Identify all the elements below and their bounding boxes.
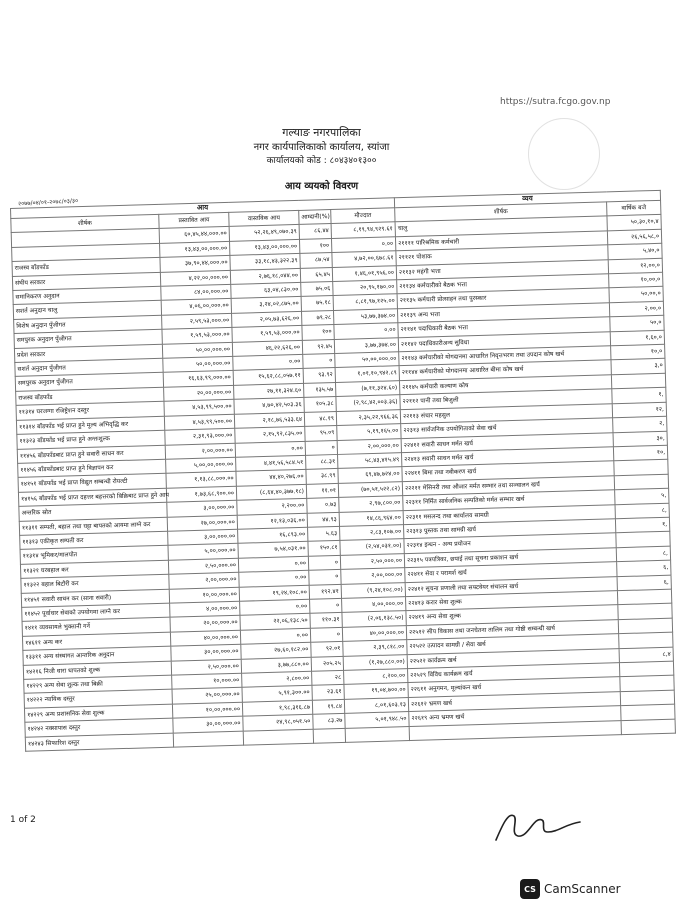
report-sheet bbox=[10, 190, 675, 752]
table-cell: अन्तरिक स्रोत bbox=[19, 502, 167, 521]
table-cell: ४०,००,०००.०० bbox=[342, 625, 406, 641]
table-cell: १५,६२,८८,०५७.११ bbox=[233, 369, 303, 385]
table-cell: ०.०० bbox=[233, 354, 303, 370]
table-cell: २७,००,०००.०० bbox=[167, 515, 237, 531]
table-cell: २२४११ सेवा र परामर्श खर्च bbox=[405, 562, 617, 582]
table-cell: ५,४०,० bbox=[608, 244, 662, 260]
table-cell bbox=[614, 460, 668, 476]
table-cell: ८६.४४ bbox=[299, 224, 331, 239]
table-cell: ४,५३,९९,५००.०० bbox=[164, 414, 234, 430]
table-cell: २, bbox=[613, 416, 667, 432]
url-text: https://sutra.fcgo.gov.np bbox=[500, 97, 611, 107]
table-cell: २११४३ कर्मचारीको योगदानमा आधारित निवृत्तभरण तथा उपदान कोष खर्च bbox=[399, 346, 611, 366]
table-cell: १४२२९ अन्य प्रशासनिक सेवा शुल्क bbox=[24, 704, 172, 723]
table-cell: ०.०० bbox=[238, 556, 308, 572]
table-cell: ८,४ bbox=[619, 647, 673, 663]
table-cell: विशेष अनुदान पुँजीगत bbox=[14, 315, 162, 334]
table-cell: १५०.८१ bbox=[308, 541, 340, 556]
table-cell: (२,५४,०३१.००) bbox=[340, 539, 404, 555]
table-cell: ४,०६,००,०००.०० bbox=[161, 299, 231, 315]
table-cell: ९३.९२ bbox=[303, 368, 335, 383]
table-cell: ५८,४३,४१५.४९ bbox=[338, 453, 402, 469]
table-cell: ०.०० bbox=[331, 237, 395, 253]
table-cell: ६३,०४,८३०.०० bbox=[231, 282, 301, 298]
table-cell: ० bbox=[310, 598, 342, 613]
table-cell: ०.०० bbox=[240, 599, 310, 615]
table-cell: २,५९,५३,०००.०० bbox=[162, 313, 232, 329]
table-cell: ०.०० bbox=[240, 628, 310, 644]
table-cell: २२३११ मसलन्द तथा कार्यालय सामग्री bbox=[403, 504, 615, 524]
table-cell: ११४५२ पूर्वाधार सेवाको उपयोगमा लाग्ने कर bbox=[22, 603, 170, 622]
table-cell: १४२२९ अन्य सेवा शुल्क तथा बिक्री bbox=[24, 675, 172, 694]
table-cell: ११४५६ बाँडफाँडबाट प्राप्त हुने विज्ञापन कर bbox=[18, 459, 166, 478]
table-cell: १६,६३,९९,०००.०० bbox=[163, 371, 233, 387]
table-cell: १४२४३ सिफारिश दस्तुर bbox=[25, 733, 173, 752]
table-cell: २,८००.०० bbox=[242, 671, 312, 687]
table-cell: २४,९८,०५१.५० bbox=[243, 714, 313, 730]
table-cell: १२,००,० bbox=[608, 258, 662, 274]
table-cell: समानिकरण अनुदान bbox=[13, 286, 161, 305]
table-cell: ११३२१ घरबहाल कर bbox=[20, 560, 168, 579]
table-cell: ०.०० bbox=[239, 570, 309, 586]
table-cell: १,०१,१०,९४२.८९ bbox=[335, 366, 399, 382]
table-cell: २२५२२ कार्यक्रम खर्च bbox=[407, 648, 619, 668]
table-cell: १६,८९३.०० bbox=[238, 527, 308, 543]
table-cell: चालु bbox=[395, 216, 607, 236]
table-cell: २२६१२ भ्रमण खर्च bbox=[408, 691, 620, 711]
camscanner-icon: CS bbox=[520, 879, 540, 899]
table-cell: (७,११,३२४.६०) bbox=[335, 381, 399, 397]
table-cell: ३,७७,३७४.०० bbox=[334, 337, 398, 353]
table-cell: ७९.२८ bbox=[301, 310, 333, 325]
table-cell: २,००,०००.०० bbox=[169, 572, 239, 588]
table-cell: ० bbox=[309, 570, 341, 585]
table-cell: ११४५१ सवारी साधन कर (साना सवारी) bbox=[21, 589, 169, 608]
table-cell: २०,००,०००.०० bbox=[164, 385, 234, 401]
table-cell: २११४१ पदाधिकारी बैठक भत्ता bbox=[398, 317, 610, 337]
table-cell: २६,५६,५८,० bbox=[607, 229, 661, 245]
table-cell: २११४५ कर्मचारी कल्याण कोष bbox=[400, 375, 612, 395]
table-cell: (२,९८,४२,००३.३६) bbox=[336, 395, 400, 411]
column-header: प्रस्तावित आय bbox=[159, 212, 229, 228]
table-cell: २,५०,०००.०० bbox=[168, 558, 238, 574]
table-cell: २७,११,३२४.६० bbox=[234, 383, 304, 399]
table-cell: ९५.०९ bbox=[305, 426, 337, 441]
table-cell: २,००,०००.०० bbox=[165, 443, 235, 459]
table-cell: ३,००,०००.०० bbox=[168, 529, 238, 545]
table-cell: ५०,३०,१०,४ bbox=[607, 215, 661, 231]
table-cell: १४२४२ नक्सापास दस्तुर bbox=[25, 718, 173, 737]
table-cell: १०,००,०००.०० bbox=[169, 587, 239, 603]
table-cell: ११३११ सम्पती, बहाल तथा घट्टा बापतको आयमा लाग्ने कर bbox=[19, 517, 167, 536]
table-cell bbox=[243, 729, 313, 745]
table-cell: २२६१९ अन्य भ्रमण खर्च bbox=[409, 706, 621, 726]
table-cell: २११३४ कर्मचारीको बैठक भत्ता bbox=[397, 274, 609, 294]
table-cell: १३,४३,००,०००.०० bbox=[160, 241, 230, 257]
table-cell: १४१५१ बाँडफाँड भई प्राप्त विद्युत सम्बन्धी रोयल्टी bbox=[18, 474, 166, 493]
table-cell: ५०,००,०००.०० bbox=[163, 356, 233, 372]
table-cell: २,५०,०००.०० bbox=[171, 659, 241, 675]
column-header: आम्दानी(%) bbox=[299, 210, 331, 225]
income-expense-table bbox=[10, 190, 676, 752]
table-cell: १,९८,३१६.८७ bbox=[242, 700, 312, 716]
table-cell: ५.६३ bbox=[308, 526, 340, 541]
table-cell: ४,००,०००.०० bbox=[170, 601, 240, 617]
table-cell: ११३१४ घरजग्गा रजिष्ट्रेशन दस्तुर bbox=[16, 402, 164, 421]
table-cell: ५,०१,९४८.५० bbox=[345, 712, 409, 728]
table-cell: ३०, bbox=[613, 431, 667, 447]
table-cell: २२३१३ पुस्तक तथा सामग्री खर्च bbox=[404, 519, 616, 539]
table-cell: ४८.१९ bbox=[304, 411, 336, 426]
date-range: २०७७/०४/०१-२०७८/०३/३० bbox=[17, 197, 79, 208]
table-cell: २,८३,१०७.०० bbox=[340, 525, 404, 541]
table-cell: २,००,० bbox=[609, 301, 663, 317]
table-cell: ११३१४ बाँडफाँड भई प्राप्त हुने मूल्य अभिवृद्धि कर bbox=[16, 416, 164, 435]
column-header: वास्तविक आय bbox=[229, 210, 299, 226]
table-cell: ५३,७७,३७४.०० bbox=[333, 309, 397, 325]
table-cell: (९,२४,१०८.००) bbox=[341, 582, 405, 598]
table-cell: २७,६०,१८२.०० bbox=[241, 642, 311, 658]
table-cell: ६, bbox=[617, 575, 671, 591]
table-cell bbox=[611, 373, 665, 389]
table-cell: २२४१३ करार सेवा शुल्क bbox=[406, 591, 618, 611]
table-cell: २५,००,०००.०० bbox=[172, 688, 242, 704]
table-cell: २८ bbox=[312, 670, 344, 685]
table-cell: १,४६,०१,९५६.०० bbox=[332, 265, 396, 281]
table-cell: २,५०,०००.०० bbox=[340, 553, 404, 569]
table-cell: ४,४१,५६,५८४.५१ bbox=[236, 455, 306, 471]
table-cell bbox=[173, 731, 243, 747]
table-cell: ६५.४५ bbox=[300, 267, 332, 282]
table-cell: ० bbox=[305, 440, 337, 455]
table-cell: ६०,४५,४४,०००.०० bbox=[159, 227, 229, 243]
table-cell: ७५.१८ bbox=[301, 296, 333, 311]
column-header: शीर्षक bbox=[395, 202, 607, 222]
table-cell: सशर्त अनुदान पुँजीगत bbox=[15, 358, 163, 377]
table-cell: २२४११ बिमा तथा नवीकरण खर्च bbox=[402, 461, 614, 481]
table-cell: २२२११ मेसिनरी तथा औजार मर्मत सम्भार तथा सञ्चालन खर्च bbox=[402, 475, 614, 495]
table-cell: ३,२४,०२,८७५.०० bbox=[231, 297, 301, 313]
table-cell: २,००,०००.०० bbox=[337, 438, 401, 454]
table-cell: सशर्त अनुदान चालु bbox=[13, 301, 161, 320]
table-cell: ५,००,००,०००.०० bbox=[166, 457, 236, 473]
table-cell: १०,०००.०० bbox=[172, 673, 242, 689]
table-cell: ४,००,०००.०० bbox=[342, 597, 406, 613]
signature bbox=[488, 800, 588, 850]
table-cell: २११४२ पदाधिकारीअन्य सुविधा bbox=[398, 331, 610, 351]
table-cell: १९,२४,१०८.०० bbox=[239, 585, 309, 601]
table-cell: १, bbox=[615, 517, 669, 533]
table-cell: ४,७०,४२,५०३.३६ bbox=[234, 398, 304, 414]
table-cell: ८४,००,०००.०० bbox=[161, 284, 231, 300]
table-cell: ०.०० bbox=[235, 441, 305, 457]
table-cell: २०,००,०००.०० bbox=[170, 616, 240, 632]
table-cell: १३,४३,००,०००.०० bbox=[230, 239, 300, 255]
table-cell: २२५२९ विविध कार्यक्रम खर्च bbox=[408, 663, 620, 683]
office-name: नगर कार्यपालिकाको कार्यालय, स्यांजा bbox=[253, 142, 390, 153]
table-cell: १३३११ अन्य संस्थागत आन्तरिक अनुदान bbox=[23, 646, 171, 665]
table-cell: १४,८६,९६४.०० bbox=[339, 510, 403, 526]
table-cell: ११४५६ बाँडफाँडबाट प्राप्त हुने सवारी साधन कर bbox=[17, 445, 165, 464]
table-cell: २,१५,९२,८३५.०० bbox=[235, 426, 305, 442]
table-cell bbox=[619, 632, 673, 648]
table-cell: ६९,४७,७२४.०० bbox=[338, 467, 402, 483]
table-cell: ५,१९,१६५.०० bbox=[337, 424, 401, 440]
table-cell bbox=[618, 604, 672, 620]
table-cell bbox=[345, 726, 409, 742]
table-cell: ५,००,०००.०० bbox=[168, 544, 238, 560]
table-cell: २२३१४ इन्धन - अन्य प्रयोजन bbox=[404, 533, 616, 553]
camscanner-label: CamScanner bbox=[544, 882, 621, 896]
table-cell: ५०,००,०००.०० bbox=[335, 352, 399, 368]
table-cell: २२५२२ उत्पादन सामग्री / सेवा खर्च bbox=[407, 634, 619, 654]
table-cell: प्रदेश सरकार bbox=[14, 344, 162, 363]
table-cell: २०,९५,१७०.०० bbox=[333, 280, 397, 296]
table-cell: १४२१६ निजी धारा धापतको शुल्क bbox=[23, 661, 171, 680]
table-cell: १०,००,० bbox=[609, 272, 663, 288]
table-cell: ५,९१,३००.०० bbox=[242, 686, 312, 702]
table-cell: २२३११ निर्मित सार्वजनिक सम्पतिको मर्मत सम्भार खर्च bbox=[403, 490, 615, 510]
table-cell: ५२,२६,४९,०७०.३९ bbox=[229, 225, 299, 241]
table-cell: ९२.४५ bbox=[302, 339, 334, 354]
table-cell: १२,१३,०३६.०० bbox=[237, 513, 307, 529]
table-cell: २२११२ पानी तथा बिजुली bbox=[400, 389, 612, 409]
table-cell: १०,००,०००.०० bbox=[172, 702, 242, 718]
table-cell: ३०,००,०००.०० bbox=[173, 716, 243, 732]
table-cell: २२४१२ सूचना प्रणाली तथा सफ्टवेयर संचालन खर्च bbox=[405, 576, 617, 596]
table-cell: १,१३,८८,०००.०० bbox=[166, 472, 236, 488]
table-cell: १९२.४१ bbox=[309, 584, 341, 599]
column-header: वार्षिक बजे bbox=[607, 200, 661, 216]
table-cell: ११०.३१ bbox=[310, 613, 342, 628]
table-cell: ० bbox=[303, 354, 335, 369]
table-cell: १९.८४ bbox=[312, 699, 344, 714]
table-cell: ८,८१,९७,१२५.०० bbox=[333, 294, 397, 310]
table-cell bbox=[313, 728, 345, 743]
table-cell: (१,२७,८८०.००) bbox=[343, 654, 407, 670]
table-cell: २,००,०००.०० bbox=[341, 568, 405, 584]
table-cell: ३,००,०००.०० bbox=[167, 500, 237, 516]
table-cell: ०.७३ bbox=[307, 498, 339, 513]
table-cell: ५०,० bbox=[610, 316, 664, 332]
table-cell: २२११३ संचार महसुल bbox=[400, 403, 612, 423]
table-cell: ०.०० bbox=[334, 323, 398, 339]
table-cell: २,०५,७३,६२६.०० bbox=[232, 311, 302, 327]
table-cell: ३७,९०,४४,०००.०० bbox=[160, 256, 230, 272]
table-cell: १४२२२ न्यायिक दस्तुर bbox=[24, 690, 172, 709]
table-cell: १,५९,५३,०००.०० bbox=[162, 328, 232, 344]
table-cell: ८,०१,६०३.१३ bbox=[344, 697, 408, 713]
office-code: कार्यालयको कोड : ८०४३४०१३०० bbox=[266, 156, 377, 166]
table-cell: २२४१९ अन्य सेवा शुल्क bbox=[406, 605, 618, 625]
table-cell: (८,६४,४०,३७७.१८) bbox=[236, 484, 306, 500]
page-number: 1 of 2 bbox=[10, 815, 36, 825]
table-cell: १४६११ अन्य कर bbox=[22, 632, 170, 651]
table-cell bbox=[616, 532, 670, 548]
table-cell: २२,०६,१३८.५० bbox=[240, 614, 310, 630]
table-cell: राजस्व बाँडफाँड bbox=[16, 387, 164, 406]
table-cell: २११११ पारिश्रमिक कर्मचारी bbox=[395, 231, 607, 251]
table-cell: २,३१,९३,०००.०० bbox=[165, 428, 235, 444]
table-cell: ७५.०६ bbox=[301, 282, 333, 297]
table-cell: ६, bbox=[617, 560, 671, 576]
table-cell: ८३.२७ bbox=[313, 714, 345, 729]
table-cell: ९२.०१ bbox=[311, 642, 343, 657]
table-cell: २२५१२ सीप विकास तथा जनचेतना तालिम तथा गोष्ठी सम्बन्धी खर्च bbox=[406, 619, 618, 639]
table-cell: ८,२००.०० bbox=[344, 669, 408, 685]
table-cell: ४,५३,९९,५००.०० bbox=[164, 400, 234, 416]
table-cell: १२, bbox=[612, 402, 666, 418]
table-cell: १०० bbox=[299, 238, 331, 253]
table-cell: ११३१३ एकीकृत सम्पती कर bbox=[20, 531, 168, 550]
table-cell: १,५९,५३,०००.०० bbox=[232, 326, 302, 342]
table-cell: २,३९,८१८.०० bbox=[343, 640, 407, 656]
table-cell: १,७३,६८,९००.०० bbox=[166, 486, 236, 502]
table-cell: ३,७७,८८०.०० bbox=[241, 657, 311, 673]
camscanner-badge bbox=[520, 879, 621, 899]
table-cell: ४,७२,००,६७८.६१ bbox=[332, 251, 396, 267]
column-header: मौज्दात bbox=[331, 208, 395, 224]
table-cell: २११३२ महंगी भत्ता bbox=[396, 259, 608, 279]
table-cell: ११३२३ बाँडफाँड भई प्राप्त हुने अन्तःशुल्क bbox=[17, 430, 165, 449]
table-cell bbox=[621, 704, 675, 720]
table-cell: २२४१३ सवारी साधन मर्मत खर्च bbox=[402, 447, 614, 467]
table-cell: २,२००.०० bbox=[237, 498, 307, 514]
table-cell: २११३९ अन्य भत्ता bbox=[398, 303, 610, 323]
table-cell bbox=[621, 719, 675, 735]
table-cell: समपुरक अनुदान पुँजीगत bbox=[14, 330, 162, 349]
table-cell: ११.०१ bbox=[306, 483, 338, 498]
table-cell: १९,०४,७००.०० bbox=[344, 683, 408, 699]
table-cell: २२६११ अनुगमन, मूल्यांकन खर्च bbox=[408, 677, 620, 697]
table-cell: २११३५ कर्मचारी प्रोत्साहन तथा पुरस्कार bbox=[397, 288, 609, 308]
table-cell: ४४,४०,२७६.०० bbox=[236, 470, 306, 486]
table-cell: ३८.९९ bbox=[306, 469, 338, 484]
table-cell: १,६०,० bbox=[610, 330, 664, 346]
table-cell bbox=[617, 589, 671, 605]
table-cell: ५०,००,०००.०० bbox=[162, 342, 232, 358]
org-name: गल्याङ नगरपालिका bbox=[282, 126, 361, 139]
table-cell: (७०,५१,५२२.८२) bbox=[338, 481, 402, 497]
table-cell bbox=[618, 618, 672, 634]
table-cell: ४,२२,००,०००.०० bbox=[160, 270, 230, 286]
table-cell: २०५.२५ bbox=[311, 656, 343, 671]
table-cell: २११२१ पोशाक bbox=[396, 245, 608, 265]
table-cell: १४१५६ बाँडफाँड भई प्राप्त दहत्तर बहत्तरको बिक्रिबाट प्राप्त हुने आय bbox=[18, 488, 166, 507]
table-cell: १४११ व्यवसायले भुक्तानी गर्ने bbox=[22, 618, 170, 637]
table-cell: २२४१२ सवारी साधन मर्मत खर्च bbox=[401, 432, 613, 452]
table-cell: ४४.९३ bbox=[307, 512, 339, 527]
table-cell: ८८.३१ bbox=[306, 454, 338, 469]
table-cell: ८, bbox=[615, 503, 669, 519]
table-cell: ५०,००,० bbox=[609, 287, 663, 303]
table-cell: संघीय सरकार bbox=[12, 272, 160, 291]
table-cell: १०० bbox=[302, 325, 334, 340]
table-cell: २,१८,७६,५३३.६४ bbox=[234, 412, 304, 428]
table-cell: १०,० bbox=[611, 344, 665, 360]
table-cell: १, bbox=[612, 388, 666, 404]
table-cell: ८७.५४ bbox=[300, 253, 332, 268]
table-cell bbox=[619, 661, 673, 677]
column-header: शीर्षक bbox=[11, 214, 159, 233]
table-cell: २२३१५ पत्रपत्रिका, छपाई तथा सूचना प्रकाशन खर्च bbox=[404, 547, 616, 567]
table-cell: ५, bbox=[615, 488, 669, 504]
table-cell: ७,५४,०३१.०० bbox=[238, 542, 308, 558]
table-cell: २३.६१ bbox=[312, 685, 344, 700]
table-cell: ४०,००,०००.०० bbox=[170, 630, 240, 646]
table-cell: समपुरक अनुदान पुँजीगत bbox=[15, 373, 163, 392]
table-cell: २,३५,२२,९६६.३६ bbox=[336, 409, 400, 425]
table-cell: ० bbox=[310, 627, 342, 642]
table-cell: १०, bbox=[613, 445, 667, 461]
table-cell: राजस्व बाँडफाँड bbox=[12, 258, 160, 277]
table-cell: ३३,१८,४३,३२२.३९ bbox=[230, 254, 300, 270]
table-cell: ८,१९,९४,९२९.६१ bbox=[331, 222, 395, 238]
table-cell: १०५.३८ bbox=[304, 397, 336, 412]
table-cell: १३५.५७ bbox=[304, 382, 336, 397]
table-cell: ३,० bbox=[611, 359, 665, 375]
table-cell: २,९७,८००.०० bbox=[339, 496, 403, 512]
report-title: आय व्ययको विवरण bbox=[284, 181, 359, 192]
income-group-header: आय bbox=[11, 198, 395, 219]
table-cell: २११४४ कर्मचारीको योगदानमा आधारित बीमा कोष खर्च bbox=[399, 360, 611, 380]
table-cell: ४६,२२,६२६.०० bbox=[232, 340, 302, 356]
expense-group-header: व्यय bbox=[394, 190, 660, 207]
table-cell bbox=[620, 690, 674, 706]
table-cell bbox=[620, 676, 674, 692]
table-cell: ० bbox=[308, 555, 340, 570]
table-cell bbox=[614, 474, 668, 490]
table-cell: ११३१४ भूमिकर/मालपोत bbox=[20, 546, 168, 565]
table-cell: ८, bbox=[616, 546, 670, 562]
table-cell: ३०,००,०००.०० bbox=[171, 644, 241, 660]
table-cell: २,७६,१८,०४४.०० bbox=[230, 268, 300, 284]
table-cell: ११३२२ बहाल बिटौरी कर bbox=[21, 574, 169, 593]
table-cell: २२३१३ सार्वजनिक उपयोगिताको सेवा खर्च bbox=[401, 418, 613, 438]
table-cell: (२,०६,१३८.५०) bbox=[342, 611, 406, 627]
